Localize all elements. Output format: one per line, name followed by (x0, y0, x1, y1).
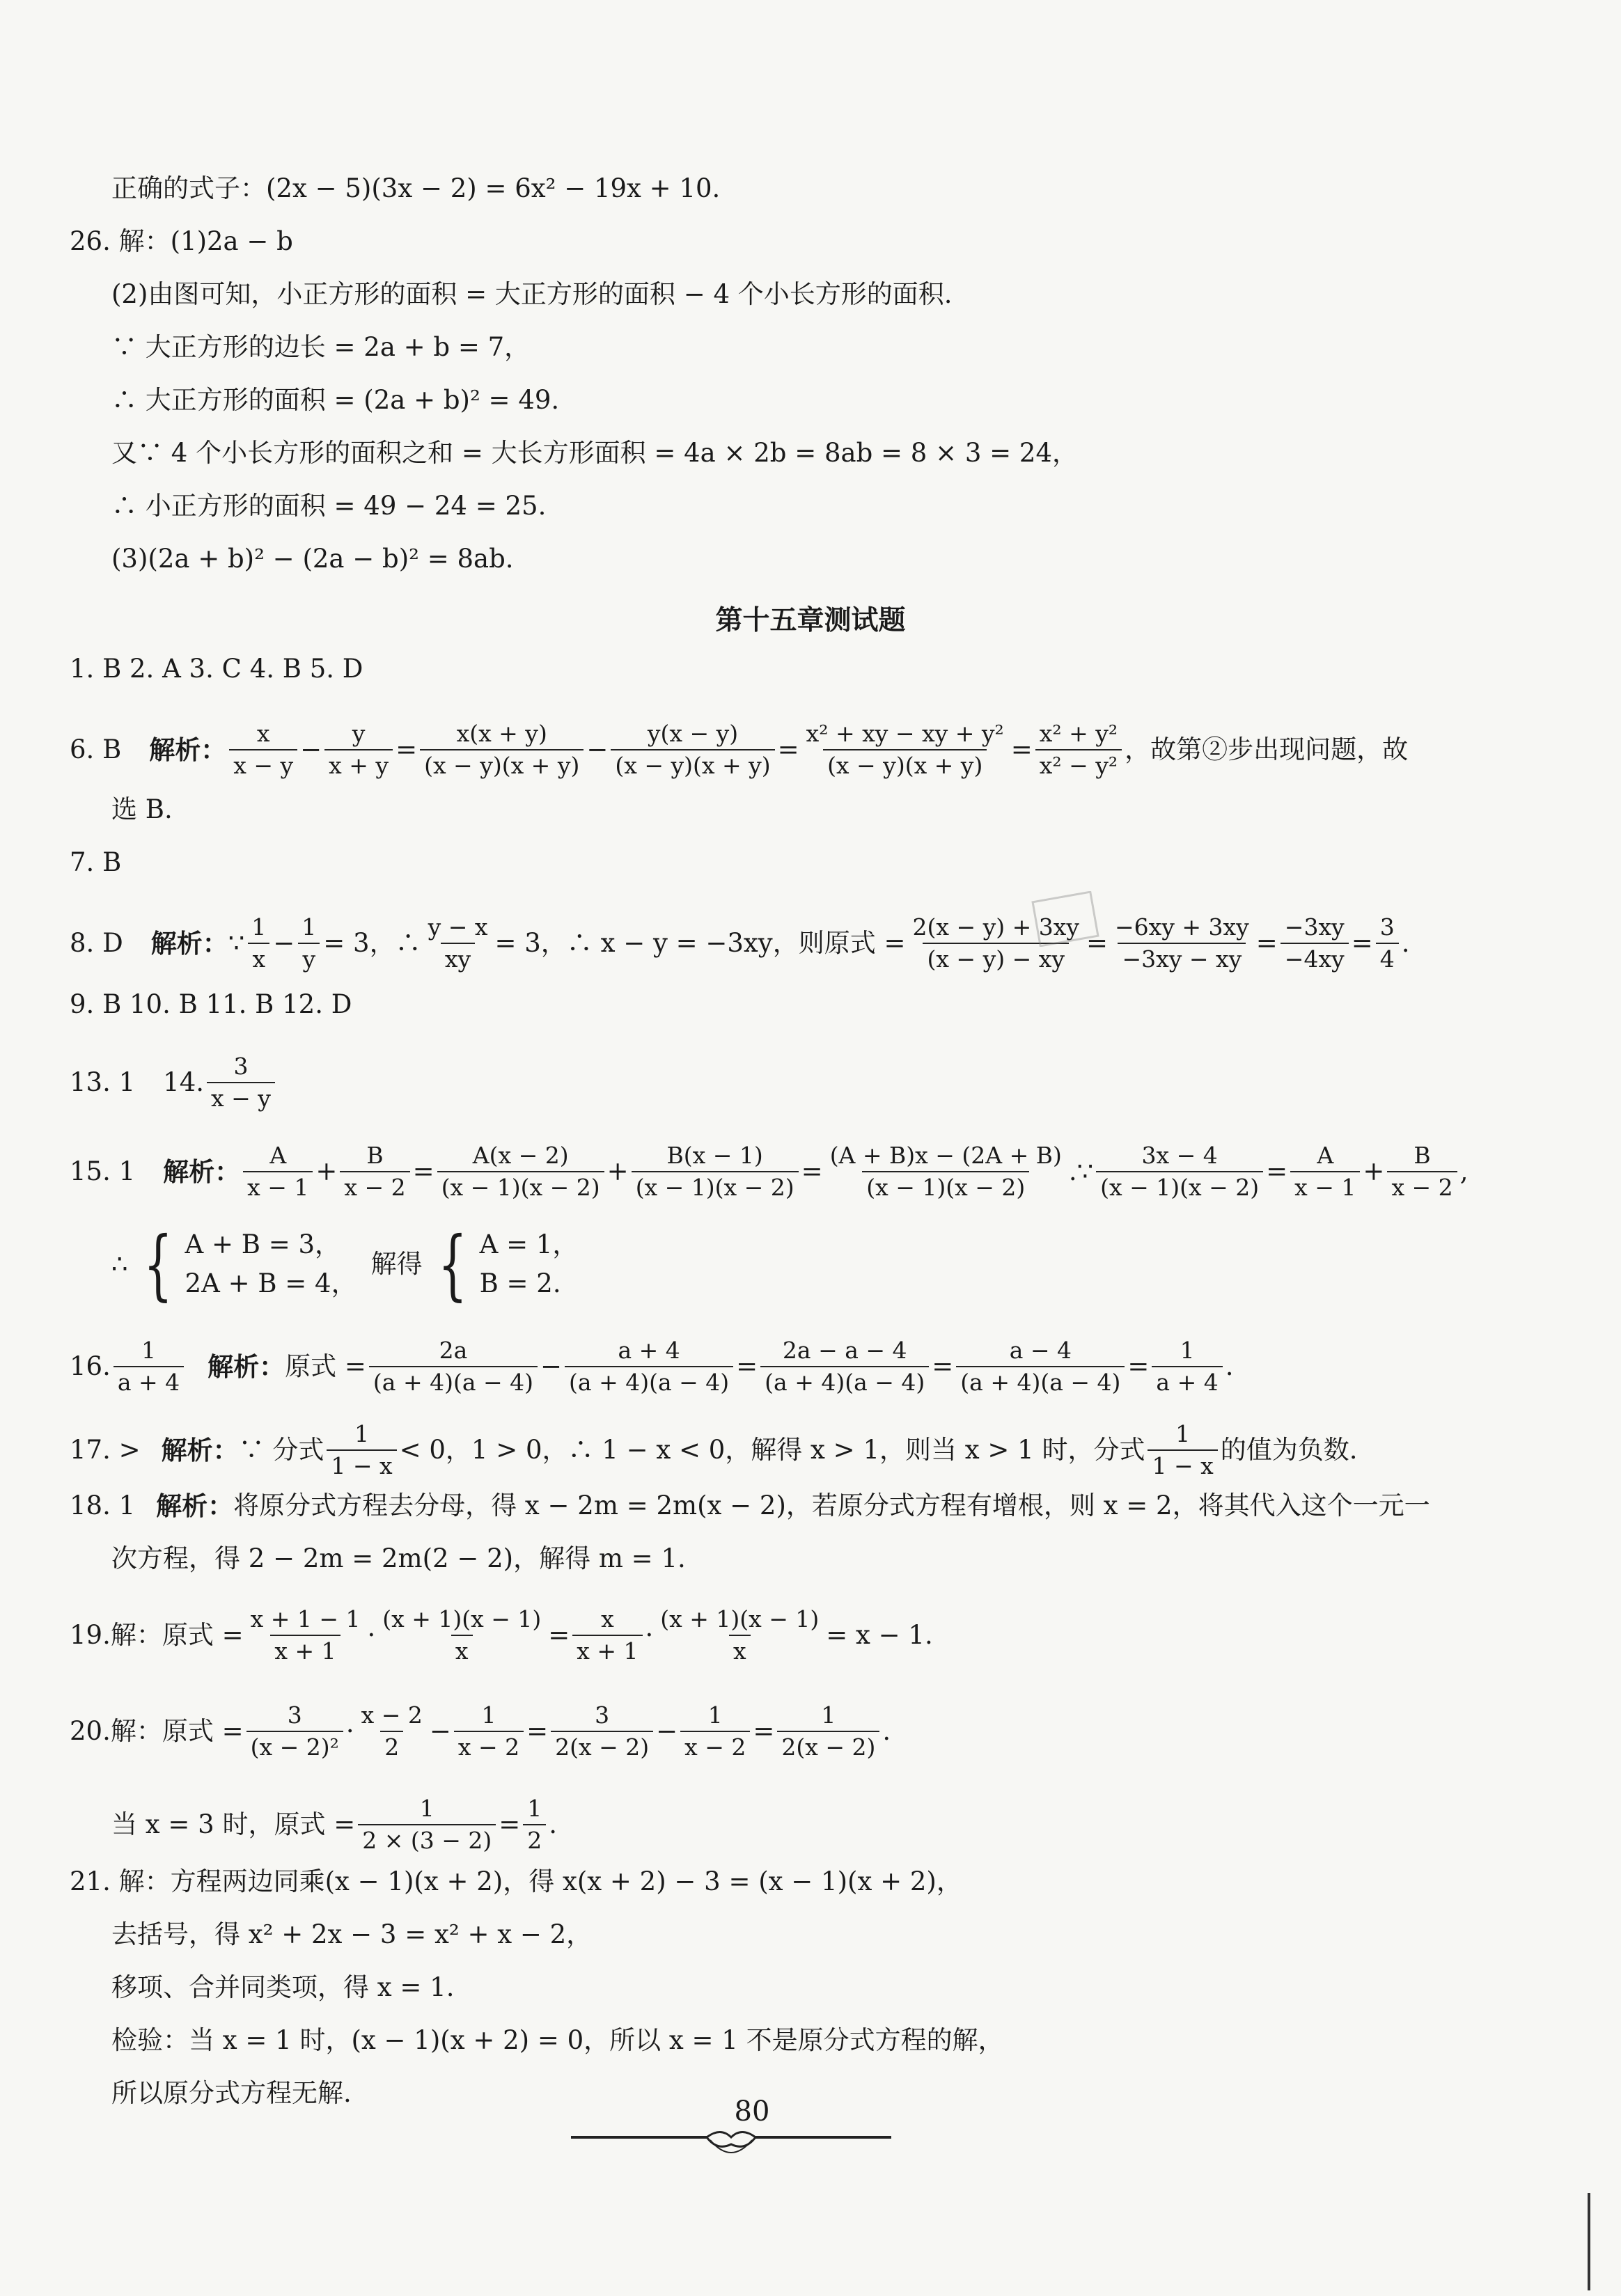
answers-13-14: 13. 1 14. $\frac{3}{x - y}$ (70, 1053, 278, 1112)
q26-part2-intro: (2)由图可知，小正方形的面积 = 大正方形的面积 − 4 个小长方形的面积. (111, 279, 953, 309)
analysis-label: 解析： (161, 1435, 239, 1465)
fraction: $\frac{x}{x + 1}$ (572, 1605, 642, 1665)
page-number: 80 (734, 2096, 770, 2128)
fraction: $\frac{2(x - y) + 3xy}{(x - y) - xy}$ (912, 913, 1079, 973)
q17-solution: 17. > 解析： ∵ 分式 $\frac{1}{1 - x}$ < 0，1 > 0，∴ 1 − x < 0，解得 x > 1，则当 x > 1 时，分式 $\frac{1}{1 - x}$ 的值为负数. (70, 1420, 1358, 1479)
fraction: $\frac{2a}{(a + 4)(a - 4)}$ (369, 1337, 538, 1397)
page-edge-mark (1588, 2193, 1590, 2290)
fraction: $\frac{1}{2 \times (3 - 2)}$ (358, 1795, 496, 1855)
footer-ornament-icon (571, 2123, 891, 2172)
fraction: $\frac{1}{2}$ (523, 1795, 546, 1855)
q26-part1: 26. 解：(1)2a − b (70, 226, 293, 256)
fraction: $\frac{A}{x - 1}$ (243, 1142, 313, 1202)
analysis-label: 解析： (207, 1351, 285, 1382)
equation-system: { A + B = 3， 2A + B = 4， (143, 1220, 357, 1309)
fraction: $\frac{3}{2(x - 2)}$ (551, 1701, 653, 1761)
fraction: $\frac{(A + B)x - (2A + B)}{(x - 1)(x - 2)}$ (829, 1142, 1062, 1201)
fraction: $\frac{A}{x - 1}$ (1290, 1142, 1360, 1202)
q21-conclusion: 所以原分式方程无解. (111, 2078, 352, 2108)
fraction: $\frac{x(x + y)}{(x - y)(x + y)}$ (420, 720, 584, 780)
stamp-watermark (1031, 891, 1100, 947)
q21-step3: 移项、合并同类项，得 x = 1. (111, 1972, 455, 2002)
q21-step2: 去括号，得 x² + 2x − 3 = x² + x − 2， (111, 1919, 593, 1949)
fraction: $\frac{1}{1 - x}$ (327, 1420, 396, 1480)
fraction: $\frac{1}{a + 4}$ (113, 1337, 184, 1397)
q18-solution: 18. 1 解析： 将原分式方程去分母，得 x − 2m = 2m(x − 2)，若原分式方程有增根，则 x = 2，将其代入这个一元一 (70, 1491, 1430, 1521)
q6-continuation: 选 B. (111, 794, 173, 824)
q19-solution: 19. 解：原式 = $\frac{x + 1 - 1}{x + 1}$ · $\frac{(x + 1)(x - 1)}{x}$ = $\frac{x}{x + 1}$ · $\frac{(x + 1)(x - 1)}{x}$ = x − 1. (70, 1605, 933, 1665)
fraction: $\frac{1}{y}$ (297, 913, 320, 973)
q15-solution: 15. 1 解析： $\frac{A}{x - 1}$ + $\frac{B}{x - 2}$ = $\frac{A(x - 2)}{(x - 1)(x - 2)}$ + $\frac{B(x - 1)}{(x - 1)(x - 2)}$ = $\frac{(A + B)x - (2A + B)}{(x - 1)(x - 2)}$ . ∵ $\frac{3x - 4}{(x - 1)(x - 2)}$ = $\frac{A}{x - 1}$ + $\frac{B}{x - 2}$ , (70, 1142, 1469, 1201)
answers-1-5: 1. B 2. A 3. C 4. B 5. D (70, 654, 363, 684)
fraction: $\frac{1}{2(x - 2)}$ (777, 1701, 879, 1761)
fraction: $\frac{2a - a - 4}{(a + 4)(a - 4)}$ (760, 1337, 929, 1397)
answers-9-12: 9. B 10. B 11. B 12. D (70, 989, 352, 1019)
fraction: $\frac{3}{\text{(x − 2)²}}$ (246, 1701, 343, 1761)
answer-7: 7. B (70, 847, 122, 877)
fraction: $\frac{x + 1 - 1}{x + 1}$ (250, 1605, 361, 1665)
fraction: $\frac{B}{x - 2}$ (1387, 1142, 1457, 1202)
fraction: $\frac{3}{4}$ (1376, 913, 1399, 973)
q21-check: 检验：当 x = 1 时，(x − 1)(x + 2) = 0，所以 x = 1 不是原分式方程的解， (111, 2025, 1004, 2055)
equation-system-result: { A = 1， B = 2. (437, 1220, 579, 1309)
section-title: 第十五章测试题 (715, 604, 906, 636)
q26-small-square-area: ∴ 小正方形的面积 = 49 − 24 = 25. (111, 491, 547, 521)
q18-continuation: 次方程，得 2 − 2m = 2m(2 − 2)，解得 m = 1. (111, 1543, 686, 1573)
fraction: $\frac{\text{x² + xy − xy + y²}}{(x - y)(x + y)}$ (806, 720, 1004, 779)
q20-solution: 20. 解：原式 = $\frac{3}{\text{(x − 2)²}}$ · $\frac{x - 2}{2}$ − $\frac{1}{x - 2}$ = $\frac{3}{2(x - 2)}$ − $\frac{1}{x - 2}$ = $\frac{1}{2(x - 2)}$ . (70, 1701, 891, 1761)
q21-step1: 21. 解：方程两边同乘(x − 1)(x + 2)，得 x(x + 2) − 3 = (x − 1)(x + 2)， (70, 1866, 962, 1896)
fraction: $\frac{B(x - 1)}{(x - 1)(x - 2)}$ (632, 1142, 799, 1202)
fraction: $\frac{y(x - y)}{(x - y)(x + y)}$ (611, 720, 774, 780)
q20-substitution: 当 x = 3 时，原式 = $\frac{1}{2 \times (3 - 2)}$ = $\frac{1}{2}$ . (111, 1795, 557, 1854)
fraction: $\frac{1}{x - 2}$ (454, 1701, 524, 1761)
line-correct-expression: 正确的式子：(2x − 5)(3x − 2) = 6x² − 19x + 10. (111, 173, 721, 203)
fraction: $\frac{\text{x² + y²}}{\text{x² − y²}}$ (1035, 720, 1122, 780)
fraction: $\frac{3x - 4}{(x - 1)(x - 2)}$ (1096, 1142, 1263, 1202)
analysis-label: 解析： (156, 1491, 234, 1521)
fraction: $\frac{A(x - 2)}{(x - 1)(x - 2)}$ (437, 1142, 604, 1202)
fraction: $\frac{a - 4}{(a + 4)(a - 4)}$ (956, 1337, 1125, 1397)
fraction: $\frac{1}{1 - x}$ (1148, 1420, 1217, 1480)
fraction: $\frac{a + 4}{(a + 4)(a - 4)}$ (565, 1337, 733, 1397)
fraction: $\frac{x}{x - y}$ (229, 720, 297, 780)
q26-part3: (3)(2a + b)² − (2a − b)² = 8ab. (111, 544, 514, 574)
fraction: $\frac{y}{x + y}$ (324, 720, 393, 780)
q26-big-area: ∴ 大正方形的面积 = (2a + b)² = 49. (111, 385, 560, 415)
fraction: $\frac{x - 2}{2}$ (361, 1701, 423, 1761)
q26-small-rect-area: 又∵ 4 个小长方形的面积之和 = 大长方形面积 = 4a × 2b = 8ab = 8 × 3 = 24， (111, 438, 1079, 468)
q8-solution: 8. D 解析： ∵ $\frac{1}{x}$ − $\frac{1}{y}$ = 3，∴ $\frac{y - x}{xy}$ = 3，∴ x − y = −3xy，则原式 = $\frac{2(x - y) + 3xy}{(x - y) - xy}$ = $\frac{-6xy + 3xy}{-3xy - xy}$ = $\frac{-3xy}{-4xy}$ = $\frac{3}{4}$ . (70, 913, 1410, 973)
fraction: $\frac{-3xy}{-4xy}$ (1281, 913, 1349, 973)
fraction: $\frac{1}{x}$ (247, 913, 270, 973)
q15-system: ∴ { A + B = 3， 2A + B = 4， 解得 { A = 1， B = 2. (111, 1220, 579, 1309)
fraction: $\frac{(x + 1)(x - 1)}{x}$ (382, 1605, 542, 1665)
q26-side-length: ∵ 大正方形的边长 = 2a + b = 7， (111, 332, 531, 362)
q6-num: 6. B (70, 734, 122, 764)
analysis-label: 解析： (150, 928, 228, 959)
fraction: $\frac{3}{x - y}$ (207, 1053, 275, 1112)
fraction: $\frac{1}{x - 2}$ (680, 1701, 750, 1761)
q16-solution: 16. $\frac{1}{a + 4}$ 解析： 原式 = $\frac{2a}{(a + 4)(a - 4)}$ − $\frac{a + 4}{(a + 4)(a - 4)}$ = $\frac{2a - a - 4}{(a + 4)(a - 4)}$ = $\frac{a - 4}{(a + 4)(a - 4)}$ = $\frac{1}{a + 4}$ . (70, 1337, 1234, 1396)
fraction: $\frac{1}{a + 4}$ (1152, 1337, 1222, 1397)
analysis-label: 解析： (163, 1156, 241, 1187)
fraction: $\frac{-6xy + 3xy}{-3xy - xy}$ (1115, 913, 1249, 973)
analysis-label: 解析： (149, 734, 227, 765)
q6-solution: 6. B 解析： $\frac{x}{x - y}$ − $\frac{y}{x + y}$ = $\frac{x(x + y)}{(x - y)(x + y)}$ − $\frac{y(x - y)}{(x - y)(x + y)}$ = $\frac{\text{x² + xy − xy + y²}}{(x - y)(x + y)}$ = $\frac{\text{x² + y²}}{\text{x² − y²}}$ ，故第②步出现问题，故 (70, 720, 1409, 779)
fraction: $\frac{y - x}{xy}$ (428, 913, 488, 973)
fraction: $\frac{B}{x - 2}$ (340, 1142, 409, 1202)
fraction: $\frac{(x + 1)(x - 1)}{x}$ (660, 1605, 820, 1665)
